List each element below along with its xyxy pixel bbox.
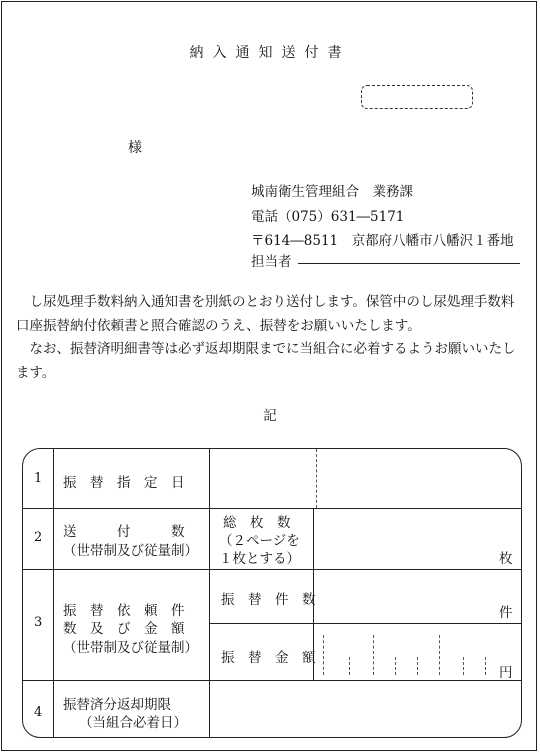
body-paragraph-2: なお、振替済明細書等は必ず返却期限までに当組合に必着するようお願いいたします。 xyxy=(16,341,516,381)
digit-separator xyxy=(417,657,418,675)
document-title: 納入通知送付書 xyxy=(189,45,351,61)
person-in-charge-line xyxy=(298,263,520,264)
row-2-label: 送 付 数 xyxy=(63,524,185,540)
sender-organization: 城南衛生管理組合 業務課 xyxy=(251,184,413,200)
column-divider xyxy=(53,449,54,738)
digit-separator xyxy=(349,657,350,675)
digit-separator xyxy=(323,635,324,675)
person-in-charge-label: 担当者 xyxy=(251,254,292,270)
row-1-label: 振 替 指 定 日 xyxy=(63,475,185,491)
ki-heading: 記 xyxy=(263,408,277,424)
total-sheets-label: 総 枚 数 xyxy=(223,515,291,531)
total-sheets-note-2: １枚とする） xyxy=(219,551,300,567)
row-divider xyxy=(23,680,522,681)
sender-phone: 電話（075）631―5171 xyxy=(251,209,405,225)
row-divider xyxy=(209,623,522,624)
count-unit: 件 xyxy=(499,605,513,621)
document-page xyxy=(1,1,537,751)
total-sheets-note-1: （２ページを xyxy=(219,533,300,549)
digit-separator xyxy=(485,657,486,675)
row-3-number: 3 xyxy=(34,615,43,630)
row-1-number: 1 xyxy=(34,471,43,486)
row-2-label-sub: （世帯制及び従量制） xyxy=(63,543,198,559)
digit-separator xyxy=(395,657,396,675)
row-3-label-sub: （世帯制及び従量制） xyxy=(63,640,198,656)
addressee-suffix: 様 xyxy=(128,140,142,156)
transfer-table xyxy=(22,448,522,738)
sender-address: 〒614―8511 京都府八幡市八幡沢１番地 xyxy=(251,233,514,249)
row-3-label: 振 替 依 頼 件 xyxy=(63,603,185,619)
stamp-box xyxy=(361,85,473,109)
amount-unit: 円 xyxy=(499,665,513,681)
row-4-number: 4 xyxy=(34,705,43,720)
transfer-amount-label: 振 替 金 額 xyxy=(221,650,316,666)
dashed-guide xyxy=(316,449,317,508)
body-paragraph-1: し尿処理手数料納入通知書を別紙のとおり送付します。保管中のし尿処理手数料口座振替納付依頼書と照合確認のうえ、振替をお願いいたします。 xyxy=(16,294,515,334)
row-2-number: 2 xyxy=(34,530,43,545)
sheets-unit: 枚 xyxy=(499,551,513,567)
digit-separator xyxy=(439,635,440,675)
transfer-count-label: 振 替 件 数 xyxy=(221,592,316,608)
row-4-label: 振替済分返却期限 xyxy=(63,697,171,713)
digit-separator xyxy=(463,657,464,675)
column-divider xyxy=(209,449,210,738)
row-3-label-2: 数 及 び 金 額 xyxy=(63,621,185,637)
digit-separator xyxy=(373,635,374,675)
row-divider xyxy=(23,508,522,509)
row-divider xyxy=(23,569,522,570)
row-4-label-sub: （当組合必着日） xyxy=(79,715,187,731)
